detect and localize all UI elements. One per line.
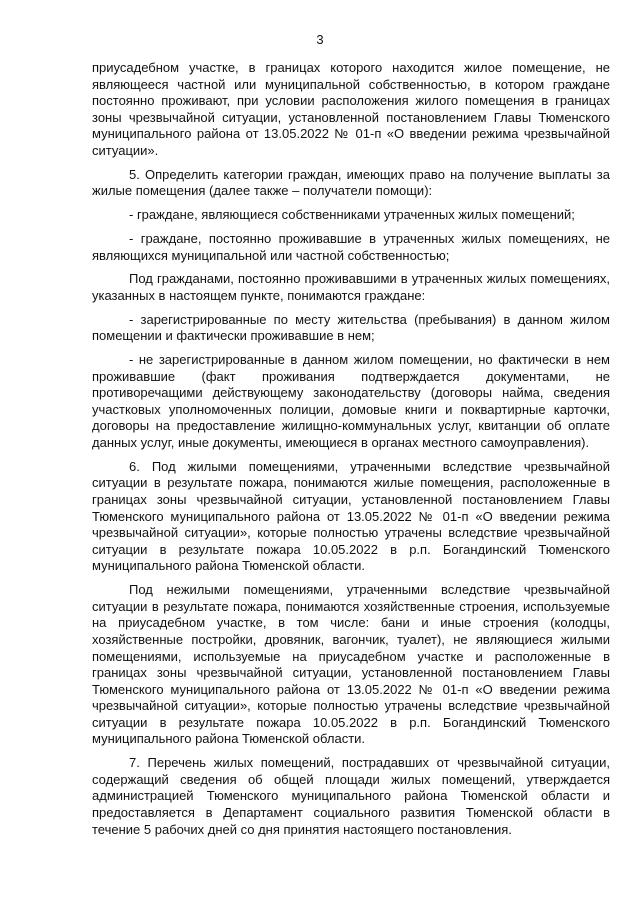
paragraph-registered: - зарегистрированные по месту жительства (пребывания) в данном жилом помещении и фактически проживавшие в нем; — [92, 311, 610, 344]
paragraph-unregistered: - не зарегистрированные в данном жилом помещении, но фактически в нем проживавшие (факт проживания подтверждается документами, не противоречащими действующему законодательству (договоры найма, сведения участковых уполномоченных полиции, домовые книги и поквартирные карточки, договоры на предоставление жилищно-коммунальных услуг, квитанции об оплате данных услуг, иные документы, имеющиеся в органах местного самоуправления). — [92, 352, 610, 450]
paragraph-item-7: 7. Перечень жилых помещений, пострадавших от чрезвычайной ситуации, содержащий сведения об общей площади жилых помещений, утверждается администрацией Тюменского муниципального района Тюменской области и предоставляется в Департамент социального развития Тюменской области в течение 5 рабочих дней со дня принятия настоящего постановления. — [92, 755, 610, 837]
page-number: 3 — [316, 32, 324, 47]
paragraph-item-6: 6. Под жилыми помещениями, утраченными вследствие чрезвычайной ситуации в результате пожара, понимаются жилые помещения, расположенные в границах зоны чрезвычайной ситуации, установленной постановлением Главы Тюменского муниципального района от 13.05.2022 № 01-п «О введении режима чрезвычайной ситуации», которые полностью утрачены вследствие чрезвычайной ситуации в результате пожара 10.05.2022 в р.п. Богандинский Тюменского муниципального района Тюменской области. — [92, 458, 610, 574]
paragraph-residents-definition: Под гражданами, постоянно проживавшими в утраченных жилых помещениях, указанных в настоящем пункте, понимаются граждане: — [92, 271, 610, 303]
document-body — [92, 60, 610, 845]
paragraph-residents: - граждане, постоянно проживавшие в утраченных жилых помещениях, не являющихся муниципальной или частной собственностью; — [92, 230, 610, 263]
paragraph-owners: - граждане, являющиеся собственниками утраченных жилых помещений; — [129, 207, 575, 223]
paragraph-item-5: 5. Определить категории граждан, имеющих право на получение выплаты за жилые помещения (далее также – получатели помощи): — [92, 166, 610, 199]
paragraph-non-residential: Под нежилыми помещениями, утраченными вследствие чрезвычайной ситуации в результате пожара, понимаются хозяйственные строения, используемые на приусадебном участке, в том числе: бани и иные строения (колодцы, хозяйственные постройки, дровяник, вагончик, туалет), не являющиеся жилыми помещениями, используемые на приусадебном участке и расположенные в границах зоны чрезвычайной ситуации, установленной постановлением Главы Тюменского муниципального района от 13.05.2022 № 01-п «О введении режима чрезвычайной ситуации», которые полностью утрачены вследствие чрезвычайной ситуации в результате пожара 10.05.2022 в р.п. Богандинский Тюменского муниципального района Тюменской области. — [92, 582, 610, 747]
paragraph-homestead-continuation: приусадебном участке, в границах которого находится жилое помещение, не являющееся частной или муниципальной собственностью, в котором граждане постоянно проживают, при условии расположения жилого помещения в границах зоны чрезвычайной ситуации, установленной постановлением Главы Тюменского муниципального района от 13.05.2022 № 01-п «О введении режима чрезвычайной ситуации». — [92, 60, 610, 158]
